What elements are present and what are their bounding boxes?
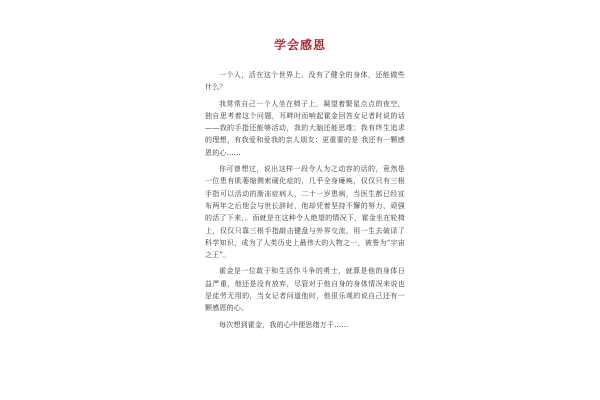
paragraph-2: 我常常自己一个人坐在椅子上，凝望着繁星点点的夜空，独自思考着这个问题，耳畔时而响起霍金回答女记者时说的话——我的手指还能够活动，我的大脑还能思维；我有终生追求的理想，有我爱和爱我的亲人朋友；更重要的是 我还有一颗感恩的心…… bbox=[205, 99, 405, 157]
document-body bbox=[205, 69, 405, 335]
paragraph-3: 你可曾想过，说出这样一段令人为之动容的话的，竟然是一位患有肌萎缩侧索硬化症的，几乎全身瘫痪，仅仅只有三根手指可以活动的渐冻症病人，二十一岁患病，当医生都已经宣布两年之后他会与世长辞时，他却凭着坚持不懈的努力，顽强的活了下来，。而就是在这种令人绝望的情况下，霍金坐在轮椅上，仅仅只靠三根手指敲击键盘与外界交流，用一生去破译了科学知识，成为了人类历史上最伟大的人物之一，被誉为“宇宙之王”。 bbox=[205, 165, 405, 260]
paragraph-1: 一个人，活在这个世界上，没有了健全的身体，还能做些什么？ bbox=[205, 71, 405, 92]
paragraph-4: 霍金是一位敢于和生活作斗争的勇士，就算是他的身体日益严重，他还是没有放弃，尽管对于他自身的身体情况来说也是徒劳无用的，当女记者问道他时，他很乐观的说自己还有一颗感恩的心。 bbox=[205, 267, 405, 313]
paragraph-5: 每次想到霍金，我的心中便思绪万千…… bbox=[219, 320, 349, 329]
document-title: 学会感恩 bbox=[273, 38, 326, 52]
